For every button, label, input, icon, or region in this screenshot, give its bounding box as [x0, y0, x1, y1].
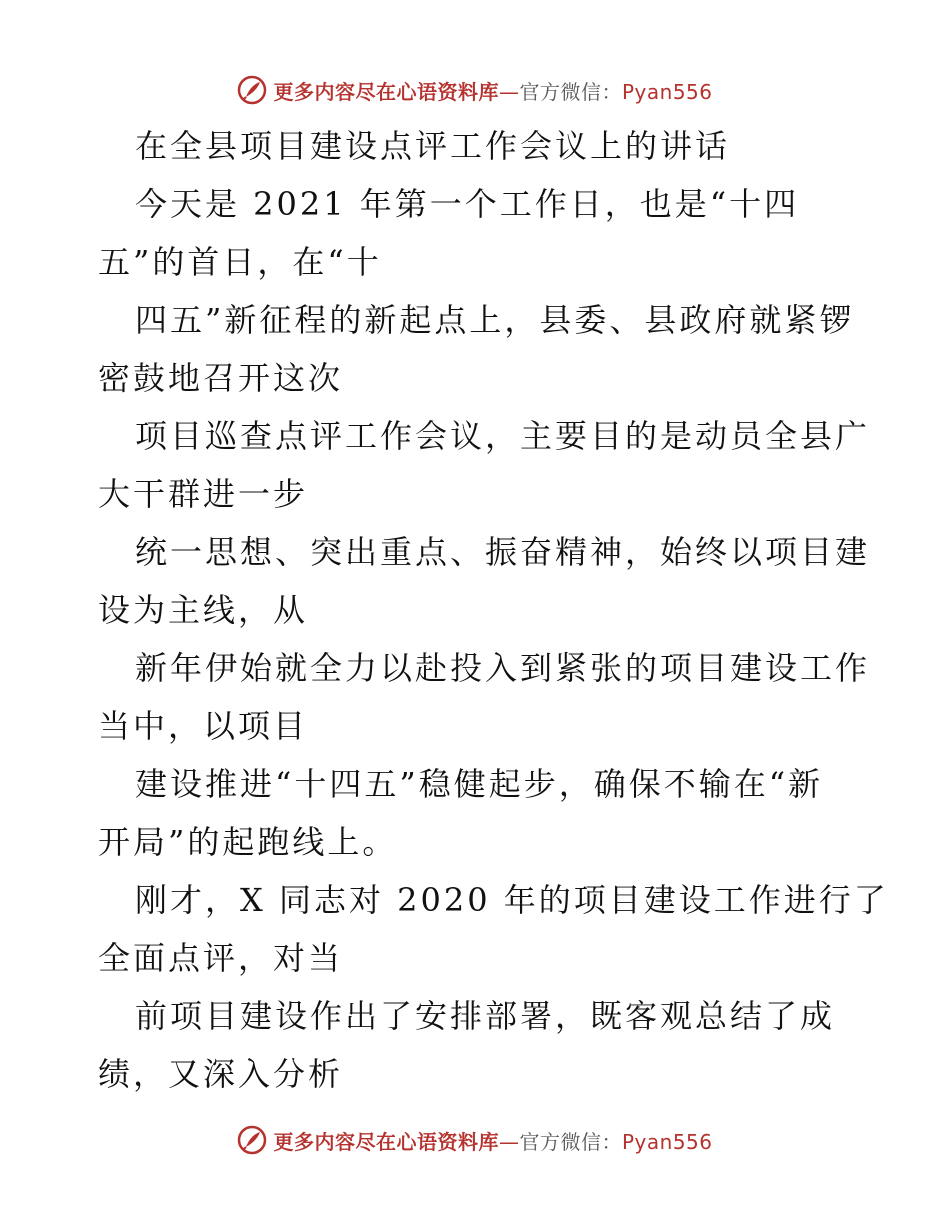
paragraph-line: 密鼓地召开这次 — [98, 359, 344, 397]
paragraph-line: 开局”的起跑线上。 — [98, 823, 398, 861]
paragraph-line: 前项目建设作出了安排部署，既客观总结了成 — [135, 997, 836, 1035]
paragraph-line: 新年伊始就全力以赴投入到紧张的项目建设工作 — [135, 649, 871, 687]
paragraph-line: 四五”新征程的新起点上，县委、县政府就紧锣 — [135, 301, 855, 339]
watermark-wechat-label: 官方微信： — [519, 1129, 622, 1154]
document-title: 在全县项目建设点评工作会议上的讲话 — [135, 127, 731, 165]
paragraph-line: 设为主线，从 — [98, 591, 309, 629]
watermark-main-text: 更多内容尽在心语资料库 — [273, 79, 499, 104]
watermark-wechat-id: Pyan556 — [621, 1129, 713, 1154]
watermark-separator: — — [498, 79, 520, 104]
paragraph-line: 刚才，X 同志对 2020 年的项目建设工作进行了 — [135, 881, 889, 919]
paragraph-line: 今天是 2021 年第一个工作日，也是“十四 — [135, 185, 800, 223]
paragraph-line: 全面点评，对当 — [98, 939, 344, 977]
watermark-wechat-label: 官方微信： — [519, 79, 622, 104]
feather-pen-logo-icon — [237, 1125, 267, 1155]
paragraph-line: 建设推进“十四五”稳健起步，确保不输在“新 — [135, 765, 824, 803]
watermark-separator: — — [498, 1129, 520, 1154]
paragraph-line: 项目巡查点评工作会议，主要目的是动员全县广 — [135, 417, 871, 455]
paragraph-line: 当中，以项目 — [98, 707, 309, 745]
paragraph-line: 大干群进一步 — [98, 475, 309, 513]
paragraph-line: 五”的首日，在“十 — [98, 243, 382, 281]
paragraph-line: 统一思想、突出重点、振奋精神，始终以项目建 — [135, 533, 871, 571]
paragraph-line: 绩，又深入分析 — [98, 1055, 344, 1093]
watermark-wechat-id: Pyan556 — [621, 79, 713, 104]
watermark-main-text: 更多内容尽在心语资料库 — [273, 1129, 499, 1154]
footer-watermark — [0, 1120, 950, 1160]
